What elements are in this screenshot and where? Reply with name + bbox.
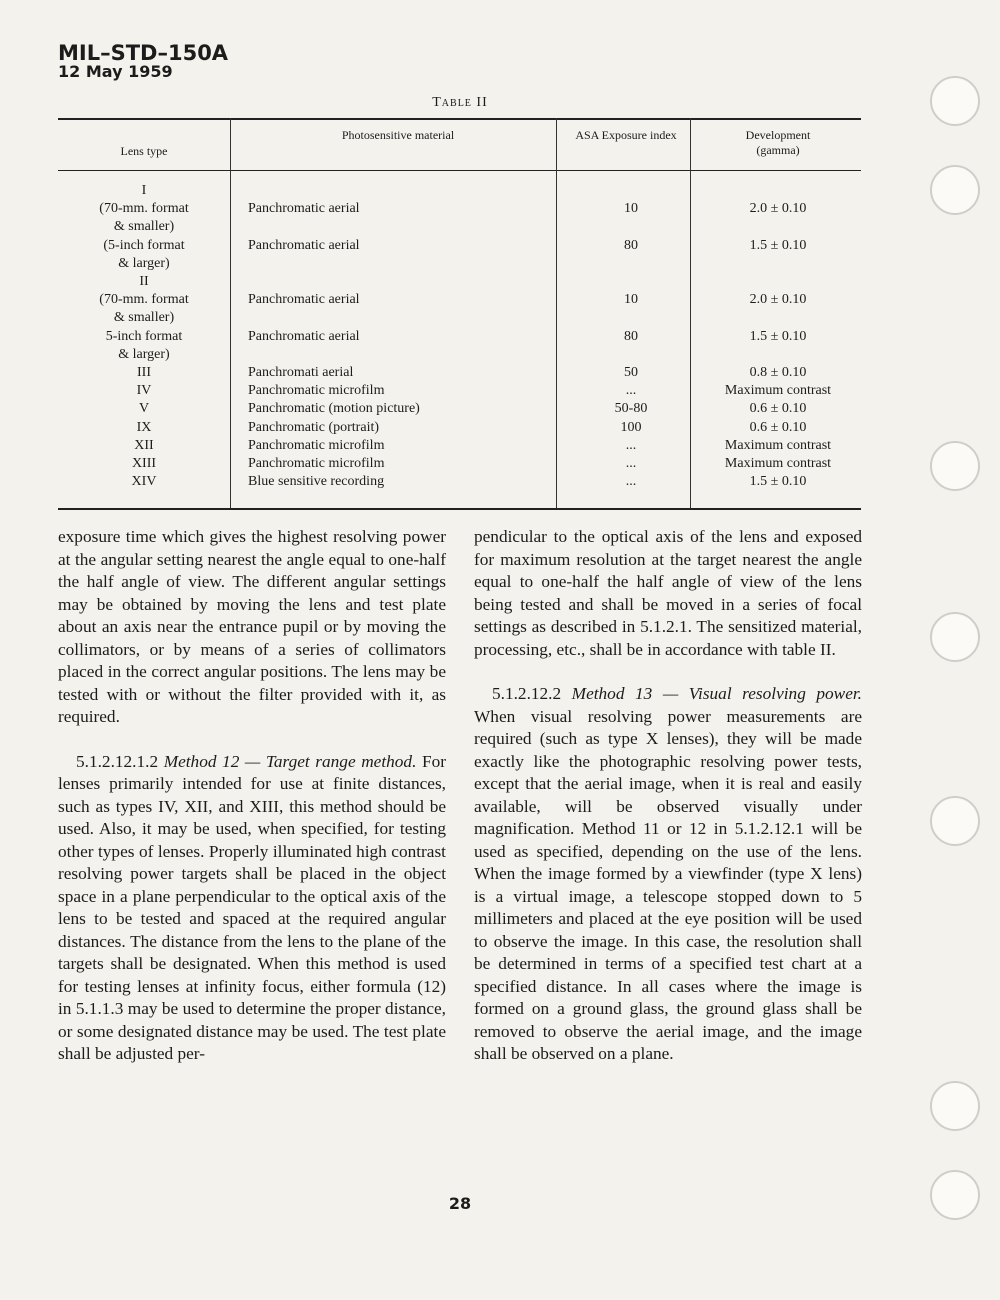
cell-development: 0.6 ± 0.10: [749, 419, 807, 435]
binder-hole: [930, 796, 980, 846]
table-bottom-rule: [58, 508, 861, 510]
cell-development: 0.8 ± 0.10: [749, 365, 807, 380]
table-header-rule: [58, 170, 861, 171]
section-5-1-2-12-1-2: [58, 751, 446, 1066]
binder-hole: [930, 612, 980, 662]
cell-material: Panchromatic microfilm: [248, 437, 385, 453]
section-heading: Method 13 — Visual resolving power.: [571, 684, 862, 703]
cell-lens-type: III: [137, 365, 151, 380]
cell-material: Panchromati aerial: [248, 365, 354, 380]
column-divider: [230, 118, 231, 508]
cell-lens-type: & larger): [118, 346, 170, 362]
binder-hole: [930, 165, 980, 215]
document-header: [58, 42, 228, 81]
cell-asa: ...: [625, 456, 637, 471]
cell-material: Panchromatic (motion picture): [248, 401, 420, 417]
cell-material: Blue sensitive recording: [248, 474, 385, 490]
paragraph: exposure time which gives the highest resolving power at the angular setting nearest the angle equal to one-half the half angle of view. The different angular settings may be obtained by moving the lens and test plate about an axis near the entrance pupil or by moving the collimators, or by means of a series of collimators placed in the correct angular positions. The lens may be tested with or without the filter provided with it, as required.: [58, 527, 446, 726]
document-id: MIL–STD–150A: [58, 41, 229, 65]
cell-asa: ...: [625, 383, 637, 399]
cell-lens-type: & smaller): [113, 310, 175, 326]
column-header-material: Photosensitive material: [341, 128, 455, 142]
cell-development: 1.5 ± 0.10: [749, 474, 807, 490]
section-number: 5.1.2.12.1.2: [76, 751, 159, 771]
paragraph: pendicular to the optical axis of the lens and exposed for maximum resolution at the target nearest the angle equal to one-half the half angle of view of the lens being tested and shall be moved in a series of focal settings as described in 5.1.2.1. The sensitized material, processing, etc., shall be in accordance with table II.: [474, 527, 862, 659]
cell-development: 2.0 ± 0.10: [749, 201, 807, 217]
cell-lens-type: XII: [134, 437, 154, 453]
cell-lens-type: XIII: [131, 456, 157, 471]
cell-development: 0.6 ± 0.10: [749, 401, 807, 417]
cell-lens-type: V: [138, 401, 150, 417]
cell-lens-type: & smaller): [113, 219, 175, 235]
cell-asa: ...: [625, 474, 637, 490]
section-heading: Method 12 — Target range method.: [163, 751, 417, 771]
page-number: 28: [448, 1194, 472, 1213]
cell-development: Maximum contrast: [724, 383, 832, 399]
cell-asa: 100: [620, 419, 642, 435]
binder-hole: [930, 1170, 980, 1220]
cell-asa: ...: [625, 437, 637, 453]
cell-development: Maximum contrast: [724, 456, 832, 471]
cell-lens-type: IV: [136, 383, 152, 399]
cell-material: Panchromatic microfilm: [248, 383, 385, 399]
cell-lens-type: IX: [136, 419, 152, 435]
cell-lens-type: I: [141, 183, 147, 198]
section-body: When visual resolving power measurements are required (such as type X lenses), they will be made exactly like the photographic resolving power tests, except that the aerial image, when it is real and easily available, will be observed visually under magnification. Method 11 or 12 in 5.1.2.12.1 will be used as specified, depending on the use of the lens. When the image formed by a viewfinder (type X lens) is a virtual image, a telescope stopped down to 5 millimeters and placed at the eye position will be used to observe the image. In this case, the resolution shall be determined in terms of a specified test chart at a specified distance. In all cases where the image is formed on a ground glass, the ground glass shall be removed to observe the aerial image, and the image shall be observed on a plane.: [474, 706, 862, 1063]
binder-hole: [930, 76, 980, 126]
table-ii: [58, 118, 861, 510]
cell-material: Panchromatic (portrait): [248, 419, 380, 435]
cell-asa: 80: [624, 237, 638, 253]
cell-development: Maximum contrast: [724, 437, 832, 453]
cell-development: 1.5 ± 0.10: [749, 237, 807, 253]
cell-asa: 80: [624, 328, 638, 344]
cell-lens-type: (70-mm. format: [99, 292, 189, 308]
cell-lens-type: (5-inch format: [103, 237, 185, 253]
cell-material: Panchromatic aerial: [248, 328, 360, 344]
cell-material: Panchromatic aerial: [248, 292, 360, 308]
column-header-development: Development (gamma): [745, 128, 811, 157]
cell-development: 1.5 ± 0.10: [749, 328, 807, 344]
column-header-asa: ASA Exposure index: [575, 128, 677, 142]
table-title: Table II: [432, 95, 488, 110]
cell-material: Panchromatic microfilm: [248, 456, 385, 471]
cell-lens-type: 5-inch format: [105, 328, 183, 344]
section-body: For lenses primarily intended for use at finite distances, such as types IV, XII, and XIII, this method should be used. Also, it may be used, when specified, for testing other types of lenses. Properly illuminated high contrast resolving power targets shall be placed in the object space in a plane perpendicular to the optical axis of the lens to be tested and spaced at the required angular distances. The distance from the lens to the plane of the targets shall be designated. When this method is used for testing lenses at infinity focus, either formula (12) in 5.1.1.3 may be used to determine the proper distance, or some designated distance may be used. The test plate shall be adjusted per-: [58, 751, 447, 1063]
cell-lens-type: (70-mm. format: [99, 201, 189, 217]
cell-lens-type: & larger): [118, 255, 170, 271]
table-top-rule: [58, 118, 861, 120]
document-date: 12 May 1959: [58, 62, 173, 82]
cell-development: 2.0 ± 0.10: [749, 292, 807, 308]
cell-asa: 50: [624, 365, 638, 380]
cell-asa: 10: [624, 201, 638, 217]
cell-asa: 50-80: [614, 401, 648, 417]
right-column: [474, 526, 862, 1066]
cell-asa: 10: [624, 292, 638, 308]
cell-material: Panchromatic aerial: [248, 237, 360, 253]
section-5-1-2-12-2: [474, 683, 862, 1066]
section-number: 5.1.2.12.2: [492, 684, 562, 703]
binder-hole: [930, 1081, 980, 1131]
column-header-lens-type: Lens type: [120, 144, 168, 158]
binder-hole: [930, 441, 980, 491]
cell-material: Panchromatic aerial: [248, 201, 360, 217]
left-column: [58, 526, 446, 1066]
cell-lens-type: II: [139, 274, 149, 289]
cell-lens-type: XIV: [131, 474, 157, 490]
